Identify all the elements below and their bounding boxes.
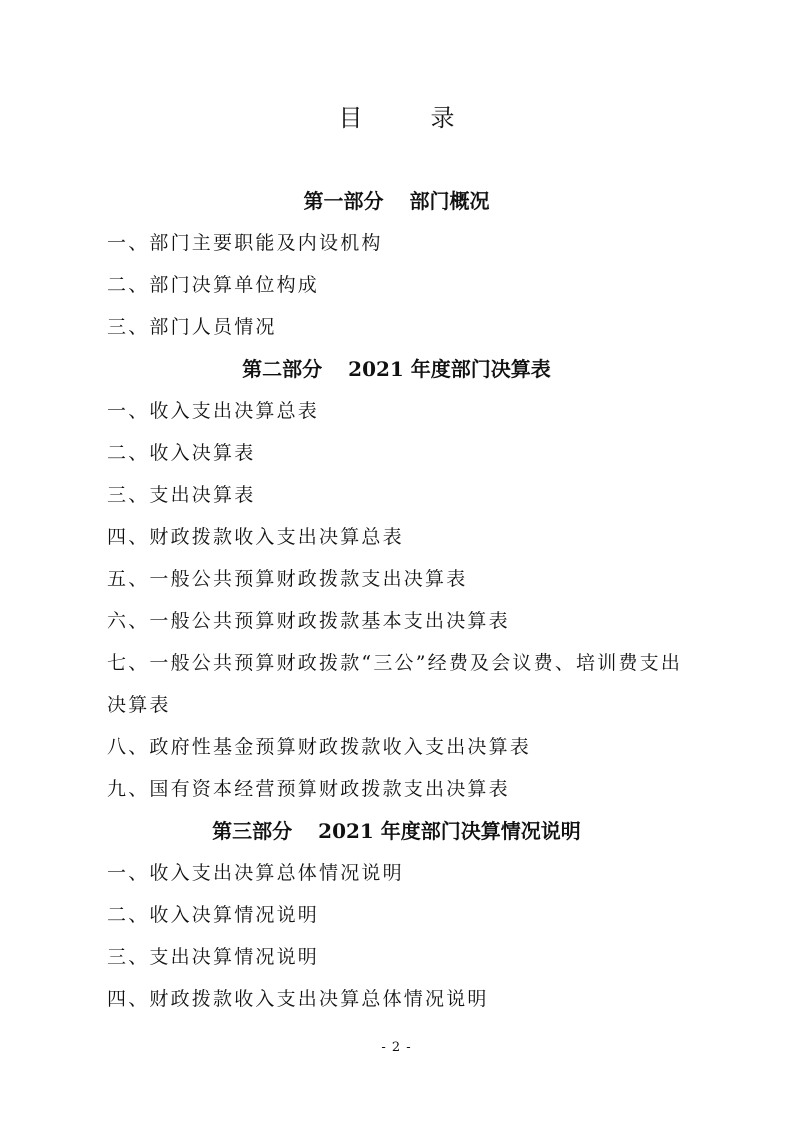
toc-item: 三、支出决算情况说明 xyxy=(107,946,320,968)
page-number: - 2 - xyxy=(381,1040,412,1055)
toc-item: 九、国有资本经营预算财政拨款支出决算表 xyxy=(107,778,510,800)
page-title: 目 录 xyxy=(338,104,477,132)
toc-item: 三、部门人员情况 xyxy=(107,316,277,338)
section-title: 部门概况 xyxy=(409,189,490,213)
toc-item: 八、政府性基金预算财政拨款收入支出决算表 xyxy=(107,736,532,758)
section-part-label: 第一部分 xyxy=(303,189,384,213)
toc-item: 一、部门主要职能及内设机构 xyxy=(107,232,383,254)
toc-item: 一、收入支出决算总表 xyxy=(107,400,320,422)
toc-item: 三、支出决算表 xyxy=(107,484,256,506)
toc-item: 四、财政拨款收入支出决算总表 xyxy=(107,526,404,548)
section-heading-1 xyxy=(0,181,793,221)
section-title: 2021 年度部门决算表 xyxy=(348,357,551,381)
toc-item: 五、一般公共预算财政拨款支出决算表 xyxy=(107,568,468,590)
toc-item: 六、一般公共预算财政拨款基本支出决算表 xyxy=(107,610,510,632)
toc-item: 七、一般公共预算财政拨款“三公”经费及会议费、培训费支出 xyxy=(107,652,683,674)
section-title: 2021 年度部门决算情况说明 xyxy=(318,819,581,843)
toc-item: 一、收入支出决算总体情况说明 xyxy=(107,862,404,884)
toc-item: 二、部门决算单位构成 xyxy=(107,274,320,296)
section-part-label: 第三部分 xyxy=(212,819,293,843)
section-part-label: 第二部分 xyxy=(242,357,323,381)
toc-item: 二、收入决算表 xyxy=(107,442,256,464)
toc-item-continuation: 决算表 xyxy=(107,694,171,716)
toc-item: 四、财政拨款收入支出决算总体情况说明 xyxy=(107,988,489,1010)
section-heading-2 xyxy=(0,349,793,389)
toc-item: 二、收入决算情况说明 xyxy=(107,904,320,926)
section-heading-3 xyxy=(0,811,793,851)
